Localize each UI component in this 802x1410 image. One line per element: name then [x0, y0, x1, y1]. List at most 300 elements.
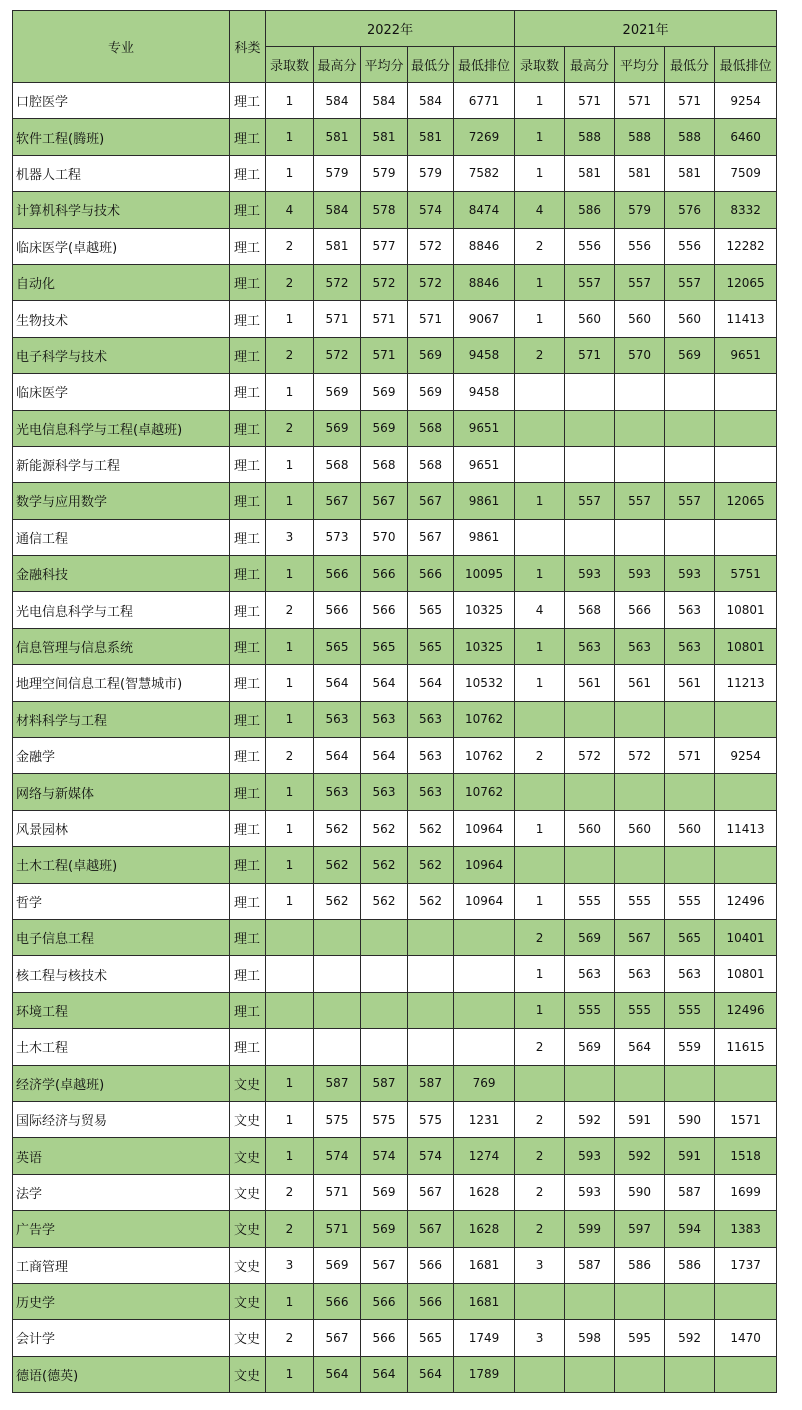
cell-category: 理工	[230, 228, 266, 264]
cell-2021-3: 563	[665, 592, 715, 628]
cell-2022-0: 2	[266, 1174, 314, 1210]
header-year-2022: 2022年	[266, 11, 515, 47]
cell-2021-3: 563	[665, 628, 715, 664]
cell-major: 新能源科学与工程	[13, 446, 230, 482]
cell-2021-0: 3	[515, 1320, 565, 1356]
cell-2022-3: 569	[408, 374, 454, 410]
cell-2022-0: 3	[266, 1247, 314, 1283]
table-row	[13, 446, 777, 482]
table-row	[13, 883, 777, 919]
cell-2022-0: 1	[266, 1356, 314, 1392]
cell-2022-2: 587	[361, 1065, 408, 1101]
cell-2021-3: 587	[665, 1174, 715, 1210]
cell-2022-0: 2	[266, 1211, 314, 1247]
cell-2022-2: 570	[361, 519, 408, 555]
table-row	[13, 1356, 777, 1392]
cell-2021-4	[715, 1356, 777, 1392]
cell-2021-4: 10801	[715, 956, 777, 992]
table-row	[13, 410, 777, 446]
cell-category: 理工	[230, 119, 266, 155]
cell-2021-0: 2	[515, 919, 565, 955]
cell-2021-4	[715, 701, 777, 737]
cell-2021-3	[665, 774, 715, 810]
cell-2022-3: 567	[408, 483, 454, 519]
cell-2022-4	[454, 956, 515, 992]
cell-2022-4: 9651	[454, 410, 515, 446]
cell-2022-2: 565	[361, 628, 408, 664]
cell-category: 理工	[230, 337, 266, 373]
cell-2022-0: 2	[266, 264, 314, 300]
cell-2021-3: 571	[665, 738, 715, 774]
cell-2021-2	[615, 1356, 665, 1392]
cell-2022-0: 1	[266, 1065, 314, 1101]
cell-category: 文史	[230, 1320, 266, 1356]
cell-2022-1: 581	[314, 119, 361, 155]
table-row	[13, 155, 777, 191]
header-major: 专业	[13, 11, 230, 83]
cell-2021-3: 591	[665, 1138, 715, 1174]
cell-major: 核工程与核技术	[13, 956, 230, 992]
cell-2021-0: 1	[515, 556, 565, 592]
table-row	[13, 919, 777, 955]
cell-2022-4: 1681	[454, 1247, 515, 1283]
cell-major: 广告学	[13, 1211, 230, 1247]
cell-2021-2: 597	[615, 1211, 665, 1247]
cell-2022-2: 569	[361, 410, 408, 446]
cell-2022-2: 567	[361, 483, 408, 519]
cell-2022-4: 9861	[454, 519, 515, 555]
cell-2022-4: 769	[454, 1065, 515, 1101]
cell-2021-4: 11413	[715, 810, 777, 846]
cell-2022-0	[266, 992, 314, 1028]
cell-2021-0: 2	[515, 1211, 565, 1247]
table-row	[13, 1101, 777, 1137]
cell-2022-1: 567	[314, 1320, 361, 1356]
cell-2021-4	[715, 446, 777, 482]
cell-major: 光电信息科学与工程	[13, 592, 230, 628]
cell-2021-3	[665, 701, 715, 737]
cell-2022-0: 1	[266, 301, 314, 337]
cell-major: 金融科技	[13, 556, 230, 592]
cell-2022-1: 584	[314, 192, 361, 228]
cell-2022-1: 562	[314, 810, 361, 846]
cell-2021-2: 563	[615, 956, 665, 992]
cell-2022-1: 572	[314, 337, 361, 373]
cell-2022-4: 10325	[454, 628, 515, 664]
cell-2022-1: 566	[314, 592, 361, 628]
cell-category: 理工	[230, 556, 266, 592]
cell-2022-1: 563	[314, 774, 361, 810]
cell-2021-2: 561	[615, 665, 665, 701]
cell-category: 文史	[230, 1065, 266, 1101]
cell-2022-3: 581	[408, 119, 454, 155]
table-row	[13, 83, 777, 119]
cell-2022-3: 566	[408, 556, 454, 592]
cell-major: 材料科学与工程	[13, 701, 230, 737]
cell-2021-4: 9254	[715, 738, 777, 774]
cell-category: 理工	[230, 883, 266, 919]
cell-major: 信息管理与信息系统	[13, 628, 230, 664]
cell-category: 理工	[230, 665, 266, 701]
cell-2022-0: 2	[266, 410, 314, 446]
header-year-2021: 2021年	[515, 11, 777, 47]
admission-score-table	[12, 10, 777, 1393]
cell-2021-0: 1	[515, 301, 565, 337]
cell-2022-3: 584	[408, 83, 454, 119]
cell-category: 理工	[230, 1029, 266, 1065]
table-row	[13, 810, 777, 846]
cell-2021-4: 12496	[715, 883, 777, 919]
cell-2022-0: 2	[266, 1320, 314, 1356]
cell-2021-3	[665, 847, 715, 883]
cell-2021-2	[615, 410, 665, 446]
cell-2021-4: 1518	[715, 1138, 777, 1174]
cell-2021-1	[565, 1283, 615, 1319]
cell-2021-1: 556	[565, 228, 615, 264]
cell-2021-1: 593	[565, 556, 615, 592]
cell-2021-4: 11615	[715, 1029, 777, 1065]
cell-2022-1: 581	[314, 228, 361, 264]
cell-category: 理工	[230, 919, 266, 955]
cell-major: 电子科学与技术	[13, 337, 230, 373]
cell-2021-0: 2	[515, 738, 565, 774]
cell-2022-4: 7582	[454, 155, 515, 191]
cell-major: 国际经济与贸易	[13, 1101, 230, 1137]
cell-major: 软件工程(腾班)	[13, 119, 230, 155]
cell-2021-1	[565, 1356, 615, 1392]
header-category: 科类	[230, 11, 266, 83]
cell-2022-4: 10532	[454, 665, 515, 701]
cell-2021-4: 1383	[715, 1211, 777, 1247]
cell-2021-3: 590	[665, 1101, 715, 1137]
cell-2021-3: 557	[665, 264, 715, 300]
cell-2021-2: 556	[615, 228, 665, 264]
cell-2021-1	[565, 374, 615, 410]
cell-2022-2: 572	[361, 264, 408, 300]
cell-2022-1: 575	[314, 1101, 361, 1137]
cell-2021-2: 557	[615, 264, 665, 300]
cell-2022-0: 1	[266, 628, 314, 664]
cell-2022-0: 1	[266, 1138, 314, 1174]
cell-2022-4	[454, 919, 515, 955]
cell-2021-1: 586	[565, 192, 615, 228]
cell-2021-0: 3	[515, 1247, 565, 1283]
table-row	[13, 192, 777, 228]
cell-2021-3	[665, 1283, 715, 1319]
cell-2022-4: 10325	[454, 592, 515, 628]
cell-2022-3: 572	[408, 228, 454, 264]
cell-2021-3: 557	[665, 483, 715, 519]
cell-2022-3	[408, 992, 454, 1028]
cell-2022-1: 574	[314, 1138, 361, 1174]
table-row	[13, 665, 777, 701]
cell-2022-2: 562	[361, 847, 408, 883]
cell-2022-0: 1	[266, 1101, 314, 1137]
cell-category: 文史	[230, 1283, 266, 1319]
cell-category: 理工	[230, 374, 266, 410]
cell-category: 文史	[230, 1356, 266, 1392]
table-row	[13, 264, 777, 300]
cell-2021-3: 555	[665, 992, 715, 1028]
cell-2022-1: 572	[314, 264, 361, 300]
cell-2021-2	[615, 374, 665, 410]
cell-2021-1	[565, 701, 615, 737]
cell-2021-4: 9254	[715, 83, 777, 119]
cell-major: 电子信息工程	[13, 919, 230, 955]
cell-2021-1: 557	[565, 483, 615, 519]
cell-2022-2: 566	[361, 1283, 408, 1319]
cell-major: 地理空间信息工程(智慧城市)	[13, 665, 230, 701]
cell-2021-2: 570	[615, 337, 665, 373]
cell-2021-1: 569	[565, 1029, 615, 1065]
cell-2022-4: 1681	[454, 1283, 515, 1319]
cell-2022-0: 1	[266, 665, 314, 701]
cell-2022-0: 1	[266, 83, 314, 119]
cell-2022-2: 581	[361, 119, 408, 155]
cell-2022-2: 569	[361, 1174, 408, 1210]
cell-category: 理工	[230, 410, 266, 446]
cell-2022-3: 565	[408, 628, 454, 664]
cell-category: 理工	[230, 155, 266, 191]
cell-2022-2: 564	[361, 1356, 408, 1392]
cell-2022-2: 567	[361, 1247, 408, 1283]
cell-major: 数学与应用数学	[13, 483, 230, 519]
cell-2021-3: 588	[665, 119, 715, 155]
cell-2022-3	[408, 919, 454, 955]
cell-2021-0: 2	[515, 337, 565, 373]
cell-2022-2: 566	[361, 556, 408, 592]
cell-2021-3: 586	[665, 1247, 715, 1283]
cell-2022-1: 571	[314, 1211, 361, 1247]
cell-2022-0: 2	[266, 228, 314, 264]
cell-category: 理工	[230, 847, 266, 883]
subheader-2021-col-2: 平均分	[615, 47, 665, 83]
cell-2022-3: 568	[408, 410, 454, 446]
cell-2021-2: 572	[615, 738, 665, 774]
cell-2022-2: 571	[361, 301, 408, 337]
cell-2022-1: 563	[314, 701, 361, 737]
cell-2022-1: 571	[314, 1174, 361, 1210]
cell-category: 理工	[230, 301, 266, 337]
cell-2021-3	[665, 519, 715, 555]
cell-2022-2	[361, 992, 408, 1028]
cell-2022-3: 587	[408, 1065, 454, 1101]
cell-2021-1: 598	[565, 1320, 615, 1356]
cell-category: 理工	[230, 264, 266, 300]
cell-2022-2: 564	[361, 738, 408, 774]
cell-2021-3	[665, 1065, 715, 1101]
cell-2021-2	[615, 701, 665, 737]
cell-2022-3: 562	[408, 883, 454, 919]
table-row	[13, 1029, 777, 1065]
subheader-2021-col-0: 录取数	[515, 47, 565, 83]
cell-2022-4: 10762	[454, 738, 515, 774]
cell-2022-3	[408, 956, 454, 992]
cell-major: 历史学	[13, 1283, 230, 1319]
table-body	[13, 83, 777, 1393]
table-row	[13, 1138, 777, 1174]
table-row	[13, 1320, 777, 1356]
cell-2022-4: 1789	[454, 1356, 515, 1392]
cell-2022-3: 565	[408, 592, 454, 628]
cell-2021-4: 11213	[715, 665, 777, 701]
cell-2021-0: 1	[515, 956, 565, 992]
cell-2021-1: 593	[565, 1174, 615, 1210]
cell-2022-4: 8846	[454, 228, 515, 264]
cell-2022-4: 10964	[454, 810, 515, 846]
cell-2022-1: 567	[314, 483, 361, 519]
table-row	[13, 337, 777, 373]
cell-2022-1: 564	[314, 738, 361, 774]
cell-category: 理工	[230, 628, 266, 664]
cell-2021-4: 12496	[715, 992, 777, 1028]
cell-2021-3: 592	[665, 1320, 715, 1356]
cell-2021-3	[665, 374, 715, 410]
cell-2022-2: 566	[361, 592, 408, 628]
cell-2022-0	[266, 919, 314, 955]
cell-major: 环境工程	[13, 992, 230, 1028]
cell-2021-4: 10801	[715, 628, 777, 664]
cell-2022-4: 10762	[454, 774, 515, 810]
cell-2021-1: 557	[565, 264, 615, 300]
cell-major: 德语(德英)	[13, 1356, 230, 1392]
cell-2022-2: 563	[361, 774, 408, 810]
cell-2021-2: 595	[615, 1320, 665, 1356]
subheader-2022-col-2: 平均分	[361, 47, 408, 83]
cell-2021-4: 12282	[715, 228, 777, 264]
cell-2021-0: 1	[515, 665, 565, 701]
table-row	[13, 847, 777, 883]
cell-2021-2: 563	[615, 628, 665, 664]
cell-2021-1: 587	[565, 1247, 615, 1283]
cell-2022-1: 568	[314, 446, 361, 482]
cell-2022-0: 1	[266, 701, 314, 737]
cell-major: 经济学(卓越班)	[13, 1065, 230, 1101]
table-row	[13, 556, 777, 592]
cell-2021-1: 563	[565, 956, 615, 992]
cell-category: 文史	[230, 1101, 266, 1137]
cell-2021-1	[565, 410, 615, 446]
cell-category: 理工	[230, 192, 266, 228]
cell-category: 理工	[230, 774, 266, 810]
cell-2021-4: 9651	[715, 337, 777, 373]
cell-2022-3: 568	[408, 446, 454, 482]
cell-2021-1: 560	[565, 810, 615, 846]
cell-2022-1: 562	[314, 847, 361, 883]
cell-2022-4: 6771	[454, 83, 515, 119]
cell-2022-2	[361, 919, 408, 955]
cell-2021-2: 592	[615, 1138, 665, 1174]
table-row	[13, 1283, 777, 1319]
table-row	[13, 628, 777, 664]
cell-2022-1: 579	[314, 155, 361, 191]
cell-2021-4: 1470	[715, 1320, 777, 1356]
cell-2021-2: 593	[615, 556, 665, 592]
cell-2022-0: 1	[266, 810, 314, 846]
cell-major: 生物技术	[13, 301, 230, 337]
table-row	[13, 119, 777, 155]
cell-2021-0: 1	[515, 992, 565, 1028]
cell-2022-1: 569	[314, 410, 361, 446]
cell-2022-0: 1	[266, 155, 314, 191]
cell-2022-3: 563	[408, 738, 454, 774]
cell-2022-4: 10964	[454, 883, 515, 919]
cell-2021-2	[615, 847, 665, 883]
cell-2021-1	[565, 519, 615, 555]
cell-2022-3: 566	[408, 1283, 454, 1319]
cell-2021-4: 1737	[715, 1247, 777, 1283]
cell-2021-0: 1	[515, 83, 565, 119]
cell-2022-4: 8846	[454, 264, 515, 300]
cell-2022-0: 4	[266, 192, 314, 228]
cell-2021-0: 1	[515, 883, 565, 919]
cell-2022-3: 574	[408, 192, 454, 228]
cell-2021-2: 560	[615, 301, 665, 337]
cell-2022-2: 569	[361, 1211, 408, 1247]
subheader-2022-col-3: 最低分	[408, 47, 454, 83]
cell-category: 文史	[230, 1211, 266, 1247]
cell-2022-4: 9861	[454, 483, 515, 519]
cell-2021-3	[665, 1356, 715, 1392]
cell-2021-2: 555	[615, 883, 665, 919]
cell-2021-0	[515, 774, 565, 810]
cell-2021-2: 571	[615, 83, 665, 119]
cell-2022-2: 578	[361, 192, 408, 228]
cell-major: 临床医学	[13, 374, 230, 410]
cell-2022-3	[408, 1029, 454, 1065]
cell-2022-0: 1	[266, 374, 314, 410]
cell-2021-4: 6460	[715, 119, 777, 155]
cell-2021-1: 588	[565, 119, 615, 155]
cell-2022-2: 569	[361, 374, 408, 410]
cell-2022-4: 1628	[454, 1211, 515, 1247]
table-row	[13, 1211, 777, 1247]
cell-2021-3: 565	[665, 919, 715, 955]
table-row	[13, 228, 777, 264]
cell-2022-3: 563	[408, 774, 454, 810]
cell-2021-3: 561	[665, 665, 715, 701]
cell-2021-4	[715, 774, 777, 810]
cell-2021-1: 599	[565, 1211, 615, 1247]
cell-2021-0	[515, 701, 565, 737]
cell-2021-3: 593	[665, 556, 715, 592]
subheader-2021-col-1: 最高分	[565, 47, 615, 83]
cell-2022-3: 567	[408, 1211, 454, 1247]
cell-2021-4	[715, 1065, 777, 1101]
cell-2021-1: 592	[565, 1101, 615, 1137]
cell-2021-0: 2	[515, 1101, 565, 1137]
cell-2022-4: 1274	[454, 1138, 515, 1174]
cell-2021-4: 10801	[715, 592, 777, 628]
cell-2021-2	[615, 519, 665, 555]
cell-2021-2	[615, 446, 665, 482]
cell-2022-1: 587	[314, 1065, 361, 1101]
cell-2022-4: 1628	[454, 1174, 515, 1210]
cell-2022-4	[454, 1029, 515, 1065]
cell-2022-2: 577	[361, 228, 408, 264]
cell-2021-3: 560	[665, 301, 715, 337]
cell-2022-4: 1231	[454, 1101, 515, 1137]
table-row	[13, 956, 777, 992]
cell-2021-0: 1	[515, 155, 565, 191]
cell-2022-0: 1	[266, 556, 314, 592]
cell-2022-3: 566	[408, 1247, 454, 1283]
cell-major: 英语	[13, 1138, 230, 1174]
cell-2021-1	[565, 774, 615, 810]
cell-2022-2: 563	[361, 701, 408, 737]
cell-2022-1: 565	[314, 628, 361, 664]
cell-2022-2: 571	[361, 337, 408, 373]
